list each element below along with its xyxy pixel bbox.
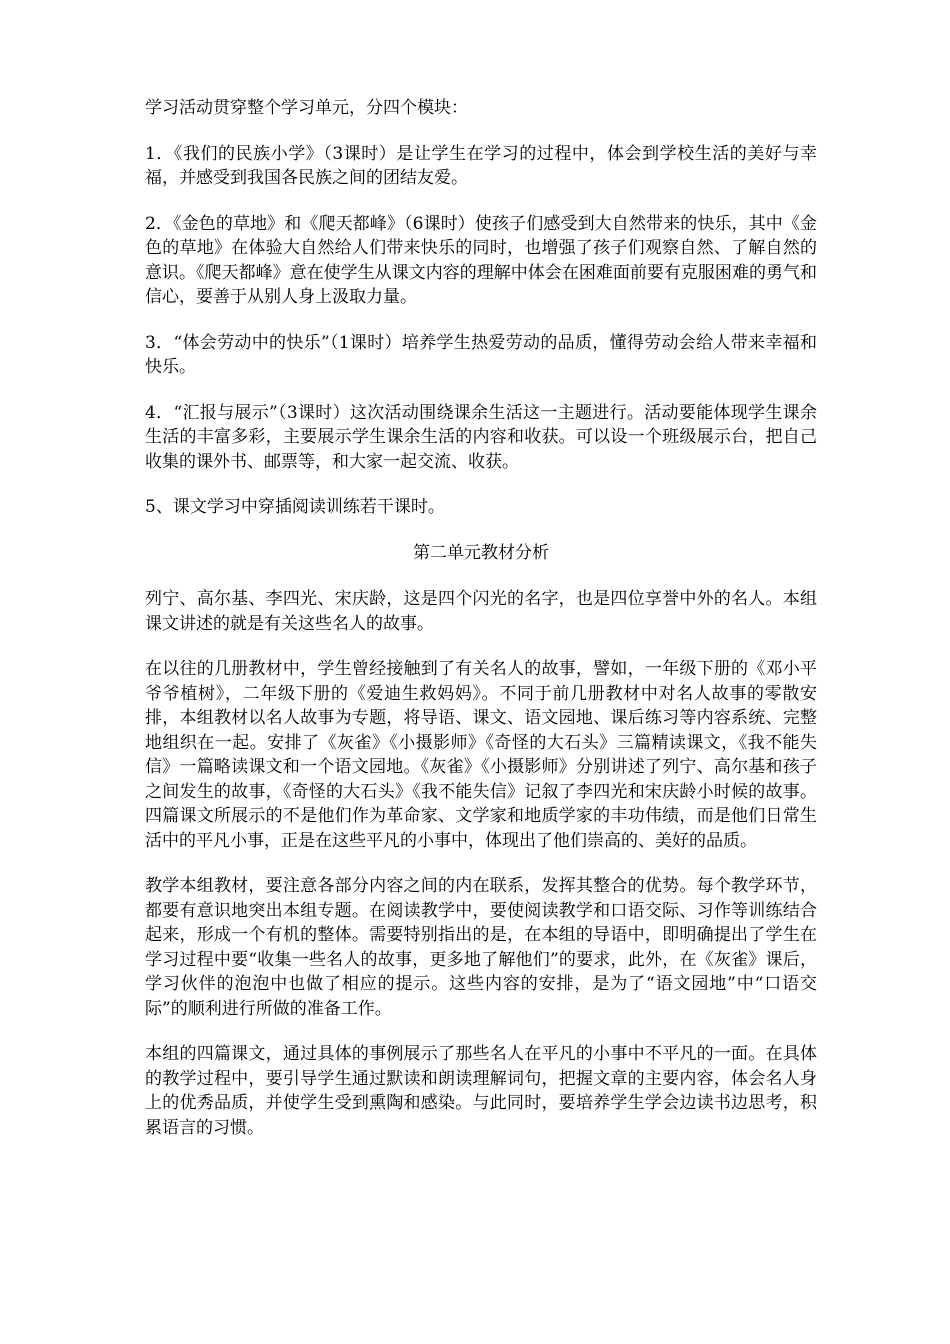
analysis-paragraph: 教学本组教材，要注意各部分内容之间的内在联系，发挥其整合的优势。每个教学环节，都要有意识地突出本组专题。在阅读教学中，要使阅读教学和口语交际、习作等训练结合起来，形成一个有机的整体。需要特别指出的是，在本组的导语中，即明确提出了学生在学习过程中要“收集一些名人的故事，更多地了解他们”的要求，此外，在《灰雀》课后，学习伙伴的泡泡中也做了相应的提示。这些内容的安排，是为了“语文园地”中“口语交际”的顺利进行所做的准备工作。 xyxy=(145,876,817,1019)
analysis-paragraph: 列宁、高尔基、李四光、宋庆龄，这是四个闪光的名字，也是四位享誉中外的名人。本组课文讲述的就是有关这些名人的故事。 xyxy=(145,589,817,634)
analysis-paragraph: 本组的四篇课文，通过具体的事例展示了那些名人在平凡的小事中不平凡的一面。在具体的教学过程中，要引导学生通过默读和朗读理解词句，把握文章的主要内容，体会名人身上的优秀品质，并使学生受到熏陶和感染。与此同时，要培养学生学会边读书边思考，积累语言的习惯。 xyxy=(145,1044,817,1138)
module-item-4: 4．“汇报与展示”（3课时）这次活动围绕课余生活这一主题进行。活动要能体现学生课余生活的丰富多彩，主要展示学生课余生活的内容和收获。可以设一个班级展示台，把自己收集的课外书、邮票等，和大家一起交流、收获。 xyxy=(145,402,817,472)
module-item-2: 2．《金色的草地》和《爬天都峰》（6课时）使孩子们感受到大自然带来的快乐，其中《金色的草地》在体验大自然给人们带来快乐的同时，也增强了孩子们观察自然、了解自然的意识。《爬天都峰》意在使学生从课文内容的理解中体会在困难面前要有克服困难的勇气和信心，要善于从别人身上汲取力量。 xyxy=(145,213,817,307)
module-item-3: 3．“体会劳动中的快乐”（1课时）培养学生热爱劳动的品质，懂得劳动会给人带来幸福和快乐。 xyxy=(145,332,817,377)
module-item-5: 5、课文学习中穿插阅读训练若干课时。 xyxy=(145,497,445,517)
section-heading: 第二单元教材分析 xyxy=(413,542,549,563)
module-intro: 学习活动贯穿整个学习单元，分四个模块： xyxy=(145,98,468,118)
analysis-paragraph: 在以往的几册教材中，学生曾经接触到了有关名人的故事，譬如，一年级下册的《邓小平爷爷植树》，二年级下册的《爱迪生救妈妈》。不同于前几册教材中对名人故事的零散安排，本组教材以名人故事为专题，将导语、课文、语文园地、课后练习等内容系统、完整地组织在一起。安排了《灰雀》《小摄影师》《奇怪的大石头》三篇精读课文，《我不能失信》一篇略读课文和一个语文园地。《灰雀》《小摄影师》分别讲述了列宁、高尔基和孩子之间发生的故事，《奇怪的大石头》《我不能失信》记叙了李四光和宋庆龄小时候的故事。四篇课文所展示的不是他们作为革命家、文学家和地质学家的丰功伟绩，而是他们日常生活中的平凡小事，正是在这些平凡的小事中，体现出了他们崇高的、美好的品质。 xyxy=(145,659,817,851)
document-page xyxy=(145,96,817,1161)
module-item-1: 1．《我们的民族小学》（3课时）是让学生在学习的过程中，体会到学校生活的美好与幸福，并感受到我国各民族之间的团结友爱。 xyxy=(145,143,817,188)
